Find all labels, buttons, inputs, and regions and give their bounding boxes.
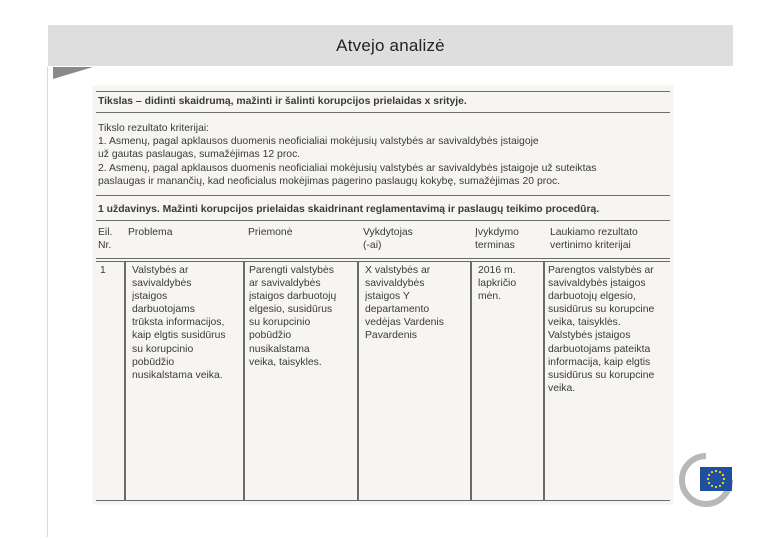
eu-star: [707, 478, 709, 480]
row-measure: Parengti valstybės ar savivaldybės įstaigos darbuotojų elgesio, susidūrus su korupcinio pobūdžio nusikalstama veika, taisykles.: [249, 265, 337, 368]
eu-flag-icon: [676, 452, 736, 508]
slide-title: Atvejo analizė: [336, 35, 445, 55]
slide-title-bar: [48, 25, 733, 66]
criteria-rule: [96, 195, 670, 196]
eu-star: [711, 485, 713, 487]
col-header-criteria: Laukiamo rezultato vertinimo kriterijai: [550, 227, 638, 251]
eu-star: [708, 482, 710, 484]
col-divider: [543, 262, 545, 500]
top-rule: [96, 91, 670, 92]
goal-rule: [96, 112, 670, 113]
eu-star: [719, 485, 721, 487]
task-rule: [96, 220, 670, 221]
criteria-line: 1. Asmenų, pagal apklausos duomenis neoficialiai mokėjusių valstybės ar savivaldybės įstaigoje: [98, 136, 539, 148]
criteria-heading: Tikslo rezultato kriterijai:: [98, 123, 210, 134]
row-deadline: 2016 m. lapkričio mėn.: [478, 265, 517, 303]
col-divider: [243, 262, 245, 500]
row-executor: X valstybės ar savivaldybės įstaigos Y departamento vedėjas Vardenis Pavardenis: [365, 265, 444, 342]
col-divider: [357, 262, 359, 500]
col-header-executor: Vykdytojas (-ai): [363, 227, 413, 251]
col-divider: [470, 262, 472, 500]
row-criteria: Parengtos valstybės ar savivaldybės įstaigos darbuotojų elgesio, susidūrus su korupcine veika, taisyklės. Valstybės įstaigos darbuotojams pateikta informacija, kaip elgtis susidūrus su korupcine veika.: [548, 265, 655, 394]
row-no: 1: [100, 265, 106, 276]
col-divider: [124, 262, 126, 500]
criteria-block: [98, 122, 664, 188]
row-problem: Valstybės ar savivaldybės įstaigos darbuotojams trūksta informacijos, kaip elgtis susidūrus su korupcinio pobūdžio nusikalstama veika.: [132, 265, 226, 381]
eu-star: [711, 471, 713, 473]
eu-star: [722, 474, 724, 476]
criteria-line: 2. Asmenų, pagal apklausos duomenis neoficialiai mokėjusių valstybės ar savivaldybės įstaigoje už suteiktas: [98, 162, 597, 174]
criteria-line: už gautas paslaugas, sumažėjimas 12 proc.: [98, 149, 301, 161]
scanned-document: [93, 86, 673, 504]
eu-star: [722, 482, 724, 484]
col-header-no: Eil. Nr.: [98, 227, 113, 251]
col-header-problem: Problema: [128, 227, 173, 238]
header-rule: [96, 258, 670, 259]
document-goal: Tikslas – didinti skaidrumą, mažinti ir šalinti korupcijos prielaidas x srityje.: [98, 96, 467, 107]
eu-star: [715, 486, 717, 488]
eu-star: [708, 474, 710, 476]
slide-left-rule: [47, 67, 48, 537]
criteria-line: paslaugas ir manančių, kad neoficialus mokėjimas pagerino paslaugų kokybę, sumažėjimas 20 proc.: [98, 175, 561, 187]
eu-star: [715, 470, 717, 472]
eu-star: [723, 478, 725, 480]
col-header-measure: Priemonė: [248, 227, 293, 238]
eu-star: [719, 471, 721, 473]
header-rule-double: [96, 261, 670, 262]
task-title: 1 uždavinys. Mažinti korupcijos prielaidas skaidrinant reglamentavimą ir paslaugų teikimo procedūrą.: [98, 204, 600, 215]
bottom-rule: [96, 500, 670, 501]
col-header-deadline: Įvykdymo terminas: [475, 227, 519, 251]
corner-flap-decoration: [53, 67, 93, 79]
